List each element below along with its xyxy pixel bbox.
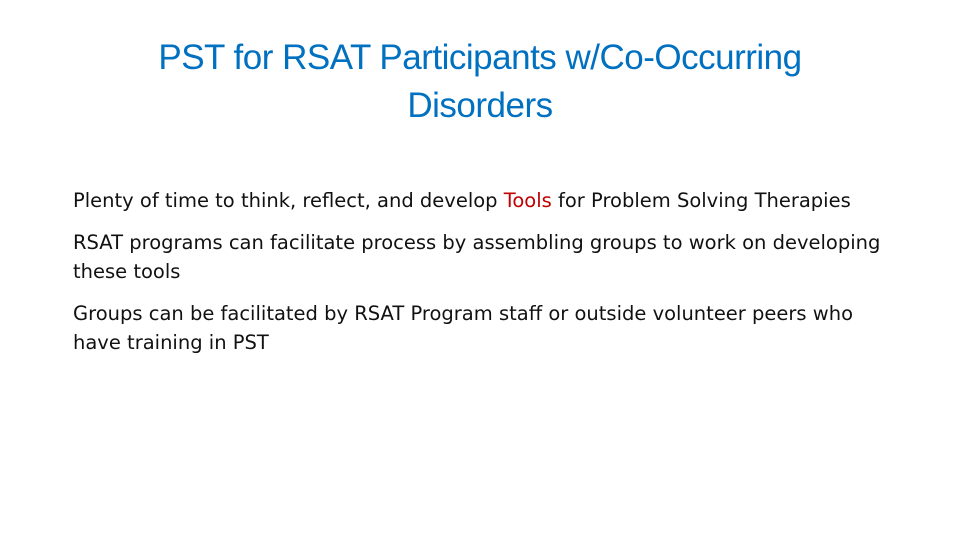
bullet-item-rsat-programs: RSAT programs can facilitate process by assembling groups to work on developing these tools [73,231,881,283]
bullet-item-tools [73,186,893,215]
highlighted-term-tools: Tools [503,189,552,212]
slide-title-line-1: PST for RSAT Participants w/Co-Occurring [158,38,802,77]
slide-title-line-2: Disorders [407,86,553,125]
bullet-text-after: for Problem Solving Therapies [551,189,851,212]
slide-title [60,34,900,130]
bullet-item-groups: Groups can be facilitated by RSAT Program staff or outside volunteer peers who have training in PST [73,302,854,354]
bullet-text-before: Plenty of time to think, reflect, and develop [73,189,504,212]
bullet-list [73,186,893,370]
